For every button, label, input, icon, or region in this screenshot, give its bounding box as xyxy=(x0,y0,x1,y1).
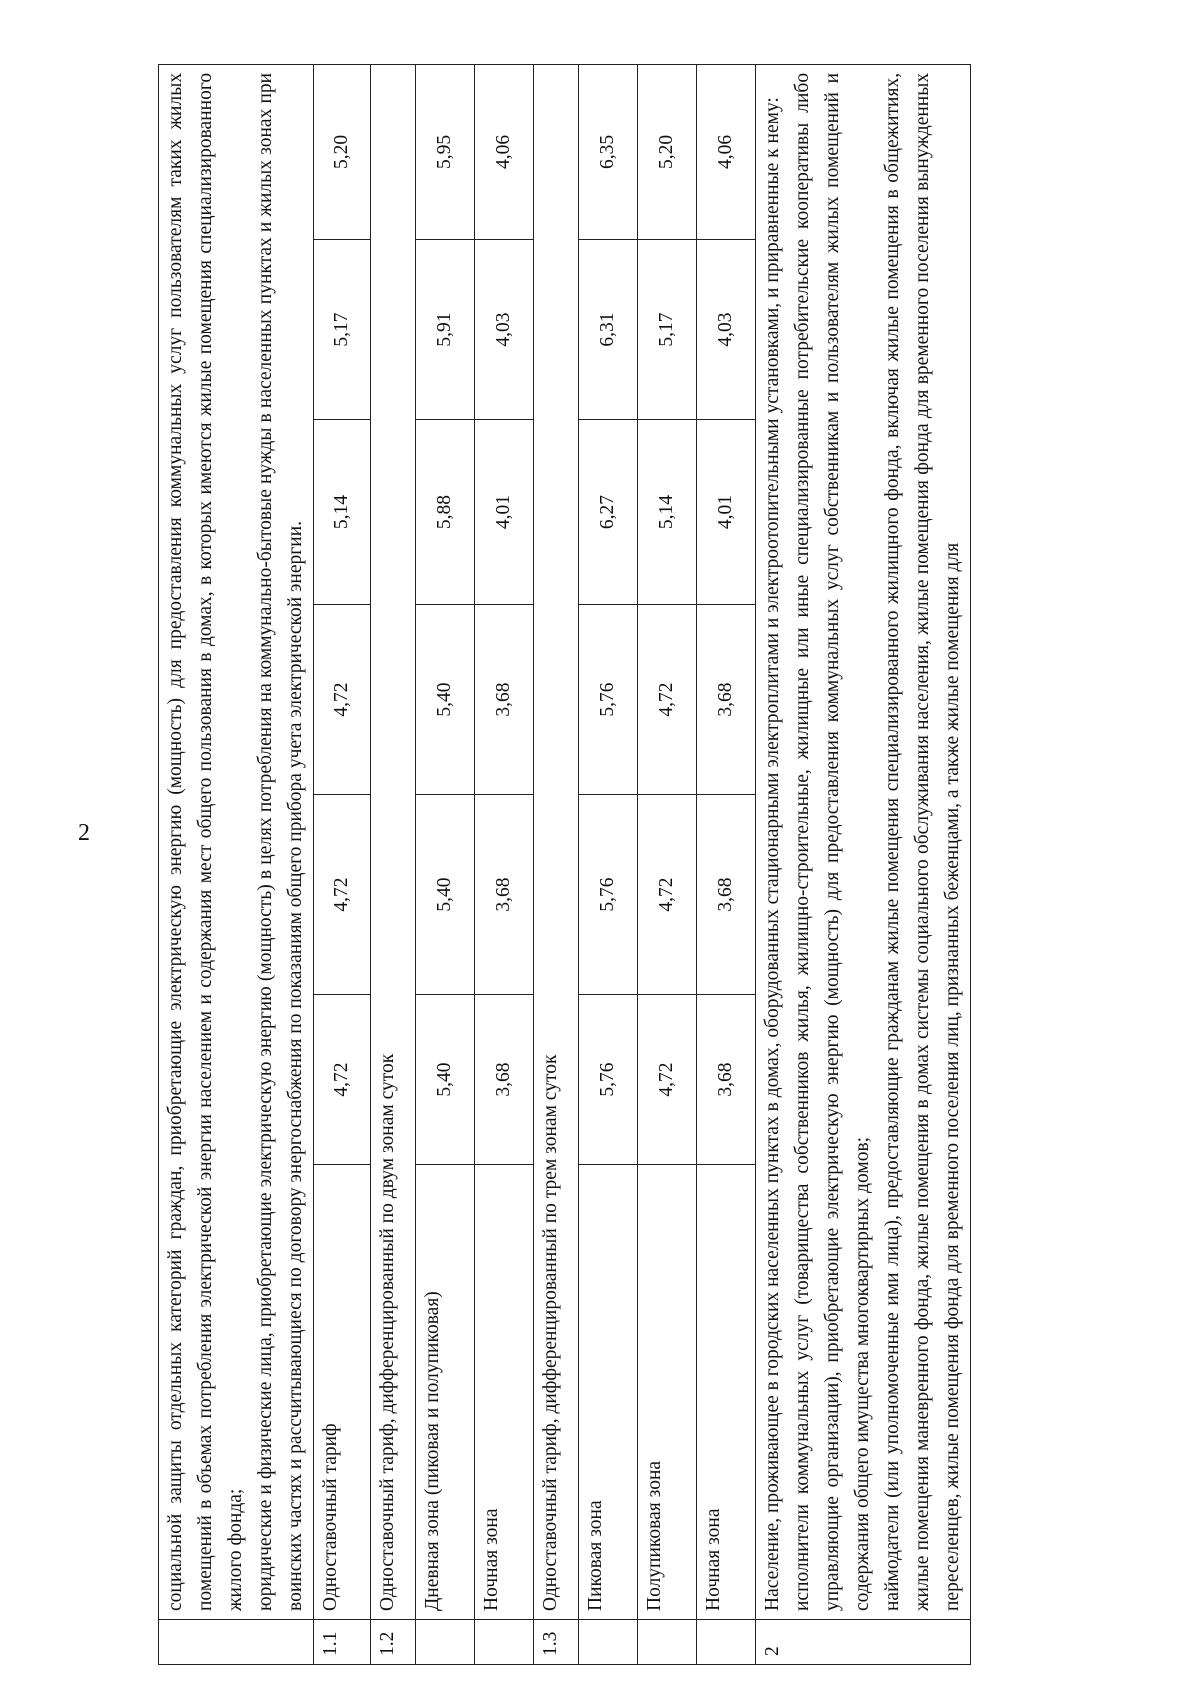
value-cell: 3,68 xyxy=(697,795,756,995)
value-cell: 4,72 xyxy=(638,605,697,795)
top-paragraph: социальной защиты отдельных категорий граждан, приобретающие электрическую энергию (мощность) для предоставления коммунальных услуг пользователям таких жилых помещений в объемах потребления электрической энергии населением и содержания мест общего пользования в домах, в которых имеются жилые помещения специализированного жилого фонда; xyxy=(165,72,246,1611)
value-cell: 5,88 xyxy=(416,420,475,605)
row-index: 1.1 xyxy=(314,1620,371,1665)
section-2-paragraph: наймодатели (или уполномоченные ими лица), предоставляющие гражданам жилые помещения специализированного жилищного фонда, включая жилые помещения в общежитиях, жилые помещения маневренного фонда, жилые помещения в домах системы социального обслуживания населения, жилые помещения фонда для временного поселения вынужденных переселенцев, жилые помещения фонда для временного поселения лиц, признанных беженцами, а также жилые помещения для xyxy=(882,72,963,1611)
table-row xyxy=(638,64,697,1664)
table-row xyxy=(697,64,756,1664)
value-cell: 6,27 xyxy=(579,420,638,605)
value-cell: 4,06 xyxy=(697,64,756,239)
row-index xyxy=(416,1620,475,1665)
top-text-cell xyxy=(159,64,314,1619)
value-cell: 3,68 xyxy=(475,605,534,795)
value-cell: 4,01 xyxy=(475,420,534,605)
row-label: Одноставочный тариф, дифференцированный по трем зонам суток xyxy=(534,64,579,1619)
value-cell: 4,72 xyxy=(314,995,371,1165)
value-cell: 3,68 xyxy=(697,995,756,1165)
row-index xyxy=(697,1620,756,1665)
row-index: 1.3 xyxy=(534,1620,579,1665)
row-index xyxy=(475,1620,534,1665)
row-index xyxy=(579,1620,638,1665)
value-cell: 5,40 xyxy=(416,605,475,795)
row-label: Дневная зона (пиковая и полупиковая) xyxy=(416,1165,475,1620)
table-row-section-2 xyxy=(756,64,971,1664)
value-cell: 4,01 xyxy=(697,420,756,605)
value-cell: 6,35 xyxy=(579,64,638,239)
value-cell: 3,68 xyxy=(475,795,534,995)
value-cell: 5,95 xyxy=(416,64,475,239)
value-cell: 4,03 xyxy=(697,240,756,420)
value-cell: 3,68 xyxy=(697,605,756,795)
value-cell: 6,31 xyxy=(579,240,638,420)
value-cell: 5,17 xyxy=(638,240,697,420)
section-2-paragraph: исполнители коммунальных услуг (товарищества собственников жилья, жилищно-строительные, жилищные или иные специализированные потребительские кооперативы либо управляющие организации), приобретающие электрическую энергию (мощность) для предоставления коммунальных услуг собственникам и пользователям жилых помещений и содержания общего имущества многоквартирных домов; xyxy=(792,72,873,1611)
value-cell: 5,14 xyxy=(314,420,371,605)
value-cell: 5,76 xyxy=(579,995,638,1165)
value-cell: 4,72 xyxy=(314,795,371,995)
row-index: 2 xyxy=(756,1620,971,1665)
table-row xyxy=(314,64,371,1664)
value-cell: 3,68 xyxy=(475,995,534,1165)
table-row-top xyxy=(159,64,314,1664)
value-cell: 4,72 xyxy=(638,795,697,995)
row-index: 1.2 xyxy=(371,1620,416,1665)
row-label: Полупиковая зона xyxy=(638,1165,697,1620)
row-label: Ночная зона xyxy=(697,1165,756,1620)
row-index xyxy=(638,1620,697,1665)
value-cell: 4,72 xyxy=(314,605,371,795)
row-label: Одноставочный тариф xyxy=(314,1165,371,1620)
value-cell: 4,06 xyxy=(475,64,534,239)
value-cell: 4,72 xyxy=(638,995,697,1165)
empty-index-cell xyxy=(159,1620,314,1665)
value-cell: 5,20 xyxy=(314,64,371,239)
value-cell: 4,03 xyxy=(475,240,534,420)
value-cell: 5,40 xyxy=(416,795,475,995)
value-cell: 5,76 xyxy=(579,795,638,995)
row-label: Ночная зона xyxy=(475,1165,534,1620)
table-row xyxy=(416,64,475,1664)
page-number: 2 xyxy=(78,820,90,846)
section-2-paragraph: Население, проживающее в городских населенных пунктах в домах, оборудованных стационарными электроплитами и электроотопительными установками, и приравненные к нему: xyxy=(762,97,783,1611)
section-2-text-cell xyxy=(756,64,971,1619)
top-paragraph: юридические и физические лица, приобретающие электрическую энергию (мощность) в целях потребления на коммунально-бытовые нужды в населенных пунктах и жилых зонах при воинских частях и рассчитывающиеся по договору энергоснабжения по показаниям общего прибора учета электрической энергии. xyxy=(255,72,306,1611)
table-row xyxy=(534,64,579,1664)
value-cell: 5,17 xyxy=(314,240,371,420)
value-cell: 5,14 xyxy=(638,420,697,605)
tariff-table xyxy=(158,64,971,1665)
table-row xyxy=(371,64,416,1664)
rotated-table-container xyxy=(158,65,1078,1665)
value-cell: 5,40 xyxy=(416,995,475,1165)
table-row xyxy=(579,64,638,1664)
row-label: Пиковая зона xyxy=(579,1165,638,1620)
value-cell: 5,91 xyxy=(416,240,475,420)
row-label: Одноставочный тариф, дифференцированный по двум зонам суток xyxy=(371,64,416,1619)
value-cell: 5,76 xyxy=(579,605,638,795)
value-cell: 5,20 xyxy=(638,64,697,239)
table-row xyxy=(475,64,534,1664)
